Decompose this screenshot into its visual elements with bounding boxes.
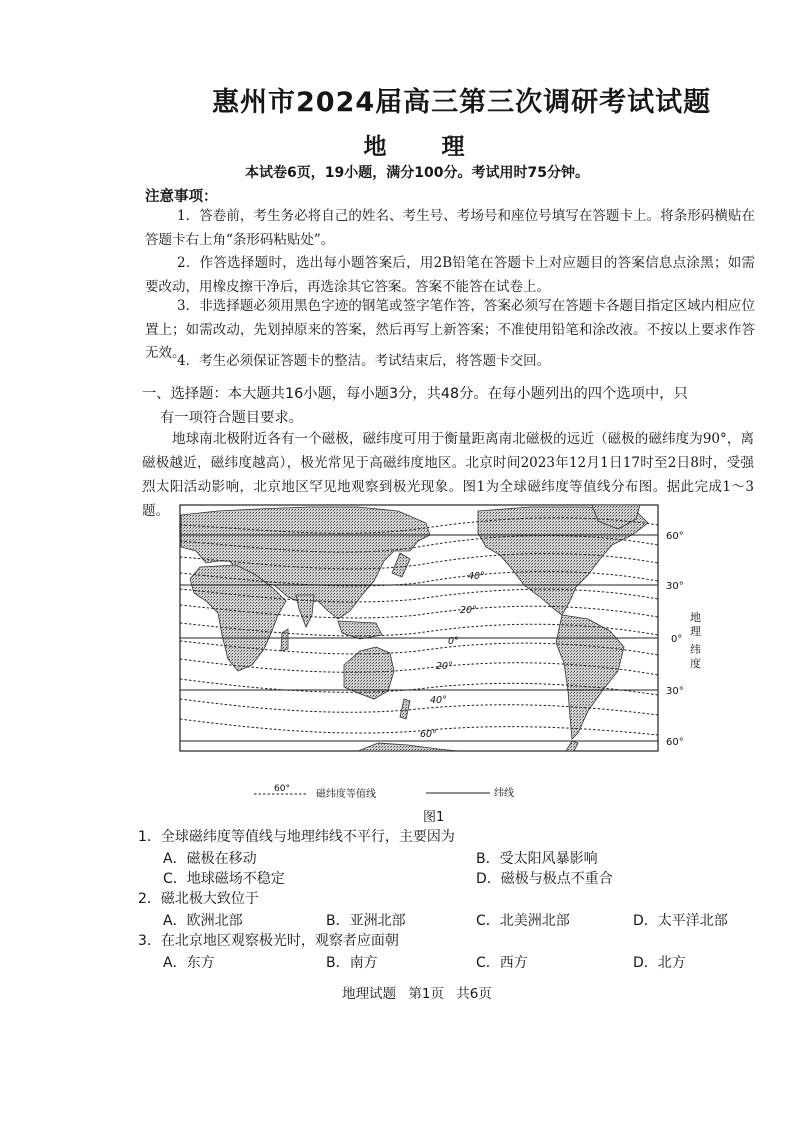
question-1-option-b: B．受太阳风暴影响 (476, 851, 598, 867)
footer-subject: 地理试题 (342, 986, 397, 1002)
footer-page-number: 第1页 (408, 986, 444, 1002)
question-1-option-d: D．磁极与极点不重合 (476, 871, 613, 887)
section-line-1: 一、选择题：本大题共16小题，每小题3分，共48分。在每小题列出的四个选项中，只 (142, 386, 688, 402)
lat-label-60n: 60° (666, 531, 684, 542)
axis-title-char: 理 (690, 625, 701, 638)
material-intro: 地球南北极附近各有一个磁极，磁纬度可用于衡量距离南北磁极的远近（磁极的磁纬度为90°，离磁极越近，磁纬度越高），极光常见于高磁纬度地区。北京时间2023年12月1日17时至2日8时，受强烈太阳活动影响，北京地区罕见地观察到极光现象。图1为全球磁纬度等值线分布图。据此完成1～3题。 (142, 431, 754, 519)
question-1-stem: 1．全球磁纬度等值线与地理纬线不平行，主要因为 (138, 829, 455, 845)
contour-label-40s: 40° (430, 695, 447, 706)
lat-label-30s: 30° (666, 686, 684, 697)
exam-info: 本试卷6页，19小题，满分100分。考试用时75分钟。 (245, 165, 589, 181)
question-3-option-d: D．北方 (633, 955, 686, 971)
section-heading (142, 382, 772, 430)
legend-contour-value: 60° (274, 784, 290, 794)
map-legend (254, 784, 514, 800)
magnetic-latitude-map (178, 503, 718, 803)
axis-title (690, 610, 701, 670)
lat-label-60s: 60° (666, 737, 684, 748)
notice-item-1: 1．答卷前，考生务必将自己的姓名、考生号、考场号和座位号填写在答题卡上。将条形码横贴在答题卡右上角“条形码粘贴处”。 (145, 208, 755, 248)
question-1-option-a: A．磁极在移动 (163, 851, 257, 867)
question-2-option-c: C．北美洲北部 (476, 913, 570, 929)
question-2-stem: 2．磁北极大致位于 (138, 891, 259, 907)
question-2-option-b: B．亚洲北部 (326, 913, 406, 929)
section-line-2: 有一项符合题目要求。 (160, 410, 303, 426)
contour-label-20n: 20° (460, 605, 477, 616)
footer-page-total: 共6页 (456, 986, 492, 1002)
question-2-option-a: A．欧洲北部 (163, 913, 243, 929)
question-3-option-b: B．南方 (326, 955, 378, 971)
notice-item-4: 4．考生必须保证答题卡的整洁。考试结束后，将答题卡交回。 (177, 353, 551, 369)
lat-label-30n: 30° (666, 581, 684, 592)
notice-heading: 注意事项： (145, 189, 218, 205)
lat-label-0: 0° (671, 634, 683, 645)
contour-label-60s: 60° (420, 729, 437, 740)
question-3-option-a: A．东方 (163, 955, 215, 971)
question-3-stem: 3．在北京地区观察极光时，观察者应面朝 (138, 933, 399, 949)
legend-parallel-label: 纬线 (494, 788, 514, 799)
subject-title: 地 理 (363, 134, 481, 160)
exam-title: 惠州市2024届高三第三次调研考试试题 (212, 87, 712, 118)
question-1-option-c: C．地球磁场不稳定 (163, 871, 285, 887)
axis-title-char: 地 (690, 611, 701, 624)
contour-label-40n: 40° (468, 571, 485, 582)
figure-caption: 图1 (423, 810, 445, 825)
axis-title-char: 度 (690, 657, 701, 670)
notice-item-2: 2．作答选择题时，选出每小题答案后，用2B铅笔在答题卡上对应题目的答案信息点涂黑；如需要改动，用橡皮擦干净后，再选涂其它答案。答案不能答在试卷上。 (145, 255, 755, 295)
contour-label-20s: 20° (436, 661, 453, 672)
question-3-option-c: C．西方 (476, 955, 528, 971)
contour-label-0: 0° (448, 636, 459, 647)
notice-item-3: 3．非选择题必须用黑色字迹的钢笔或签字笔作答，答案必须写在答题卡各题目指定区域内相应位置上；如需改动，先划掉原来的答案，然后再写上新答案；不准使用铅笔和涂改液。不按以上要求作答无效。 (145, 298, 755, 361)
axis-title-char: 纬 (690, 643, 701, 656)
page-footer (0, 982, 794, 1002)
legend-contour-label: 磁纬度等值线 (316, 789, 376, 800)
question-2-option-d: D．太平洋北部 (633, 913, 728, 929)
latitude-labels (666, 531, 684, 748)
